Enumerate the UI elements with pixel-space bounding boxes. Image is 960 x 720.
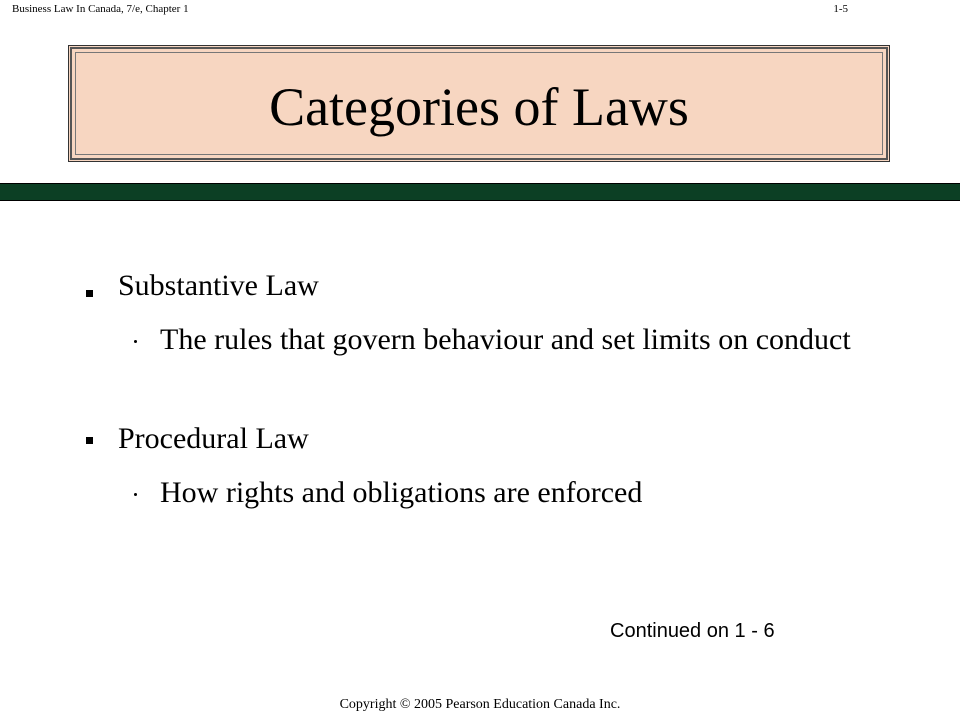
square-bullet-icon: [86, 290, 93, 297]
square-bullet-icon: [86, 437, 93, 444]
accent-divider-bar: [0, 183, 960, 201]
continued-note: Continued on 1 - 6: [610, 620, 775, 642]
sub-bullet-text: The rules that govern behaviour and set limits on conduct: [160, 323, 851, 356]
dot-bullet-icon: [134, 340, 137, 343]
title-box: [68, 45, 890, 162]
sub-bullet-text: How rights and obligations are enforced: [160, 476, 643, 509]
copyright-footer: Copyright © 2005 Pearson Education Canada Inc.: [339, 697, 621, 712]
bullet-label: Substantive Law: [118, 269, 319, 302]
slide-title: Categories of Laws: [269, 77, 689, 137]
bullet-label: Procedural Law: [118, 422, 309, 455]
header-course-title: Business Law In Canada, 7/e, Chapter 1: [12, 3, 189, 15]
dot-bullet-icon: [134, 493, 137, 496]
header-slide-number: 1-5: [833, 3, 848, 15]
